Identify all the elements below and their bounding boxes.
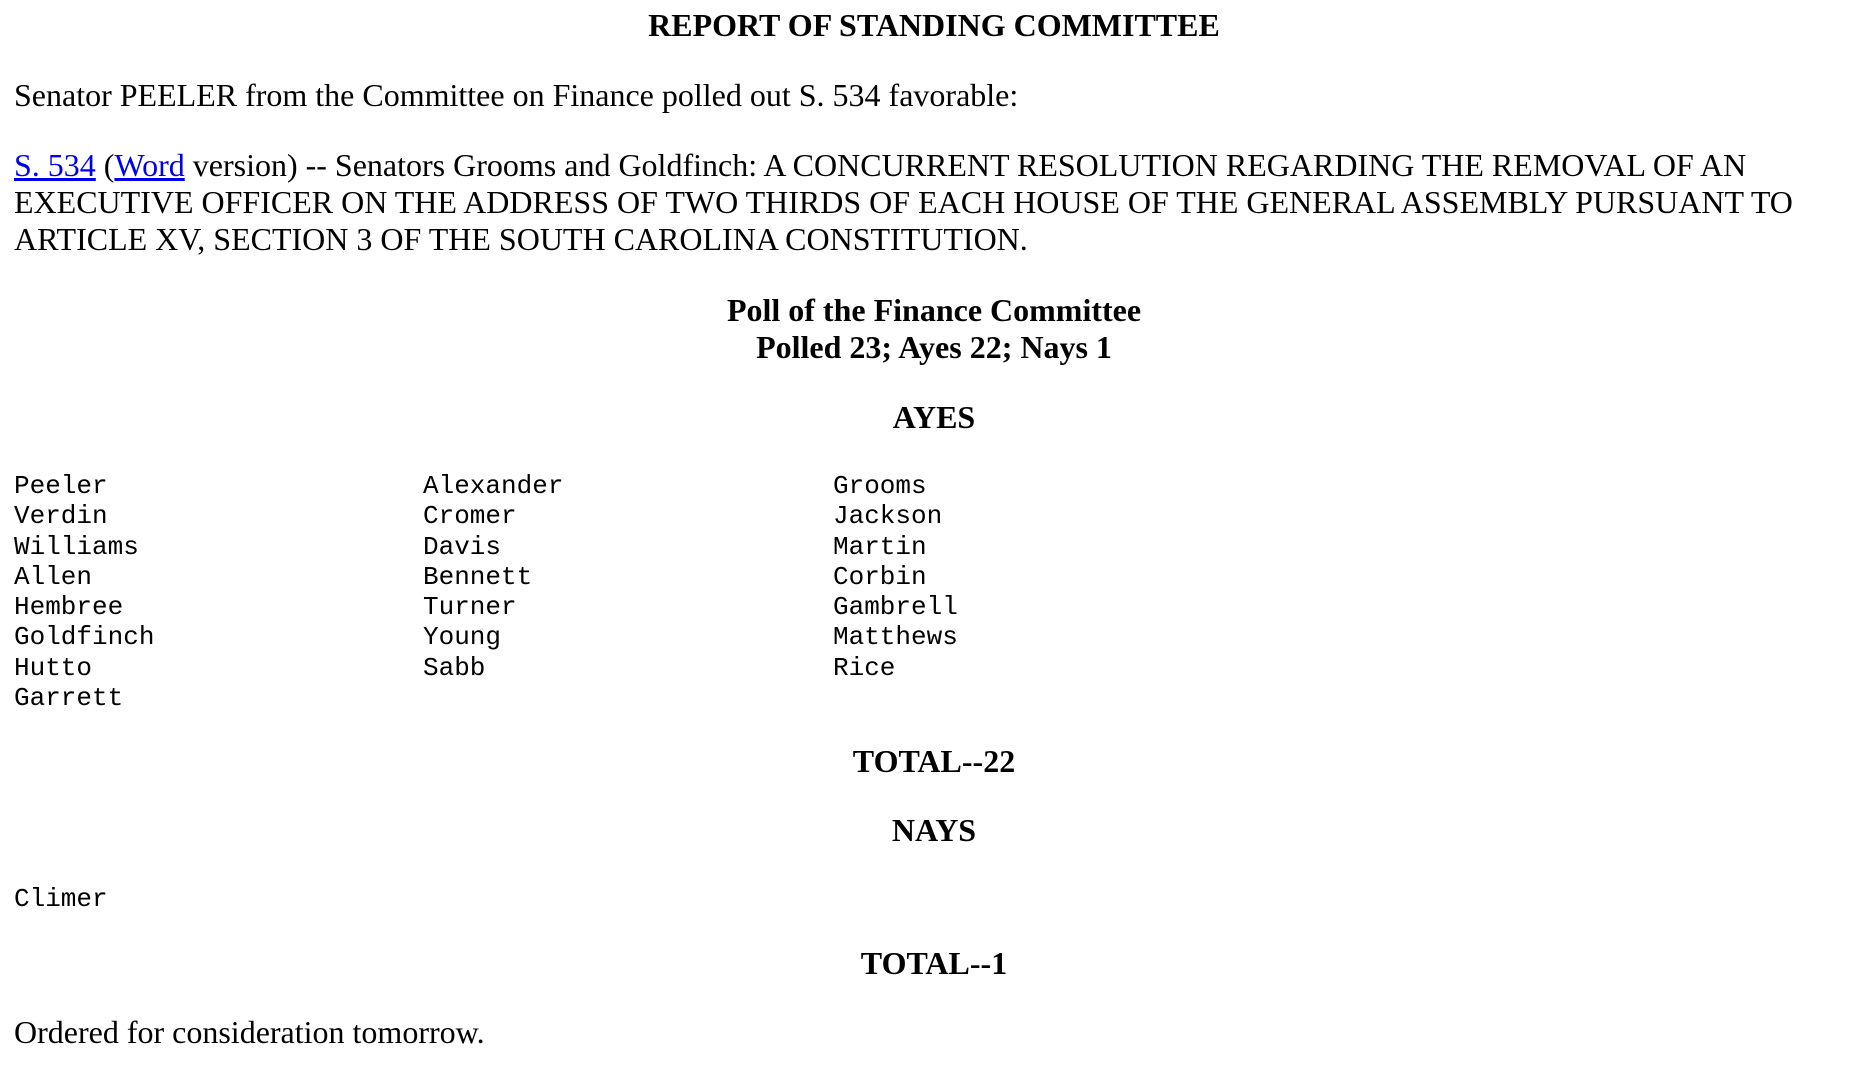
list-item: Jackson (833, 501, 943, 532)
list-item: Sabb (423, 652, 486, 683)
word-version-link[interactable]: Word (114, 147, 185, 183)
list-item: Turner (423, 592, 517, 623)
list-item: Corbin (833, 561, 927, 592)
list-item: Davis (423, 531, 502, 562)
ayes-heading: AYES (892, 399, 976, 435)
bill-link[interactable]: S. 534 (14, 147, 96, 183)
list-item: Allen (14, 561, 93, 592)
list-item: Rice (833, 652, 896, 683)
list-item: Matthews (833, 622, 958, 653)
list-item: Alexander (423, 471, 564, 501)
list-item: Climer (14, 884, 108, 914)
list-item: Cromer (423, 501, 517, 532)
list-item: Hutto (14, 652, 93, 683)
list-item: Martin (833, 531, 927, 562)
list-item: Young (423, 622, 502, 653)
nays-total: TOTAL--1 (860, 945, 1008, 981)
ayes-column-2 (423, 471, 563, 683)
bill-paragraph (14, 147, 1844, 258)
list-item: Grooms (833, 471, 927, 501)
ayes-total: TOTAL--22 (852, 743, 1016, 779)
paren-open: ( (103, 147, 115, 183)
report-title: REPORT OF STANDING COMMITTEE (648, 7, 1220, 43)
nays-heading: NAYS (891, 812, 977, 848)
list-item: Garrett (14, 683, 124, 714)
nays-list (14, 884, 108, 914)
list-item: Gambrell (833, 592, 958, 623)
list-item: Williams (14, 531, 139, 562)
ayes-column-3 (833, 471, 958, 683)
list-item: Verdin (14, 501, 108, 532)
ayes-list (14, 471, 1214, 721)
footer-text: Ordered for consideration tomorrow. (14, 1014, 485, 1050)
intro-paragraph: Senator PEELER from the Committee on Finance polled out S. 534 favorable: (14, 77, 1019, 113)
poll-summary: Polled 23; Ayes 22; Nays 1 (756, 329, 1112, 365)
ayes-column-1 (14, 471, 154, 713)
bill-description: version) -- Senators Grooms and Goldfinch: A CONCURRENT RESOLUTION REGARDING THE REMOVAL OF AN EXECUTIVE OFFICER ON THE ADDRESS OF TWO THIRDS OF EACH HOUSE OF THE GENERAL ASSEMBLY PURSUANT TO ARTICLE XV, SECTION 3 OF THE SOUTH CAROLINA CONSTITUTION. (14, 147, 1793, 257)
list-item: Goldfinch (14, 622, 155, 653)
list-item: Hembree (14, 592, 124, 623)
poll-title: Poll of the Finance Committee (726, 292, 1142, 328)
list-item: Peeler (14, 471, 108, 501)
list-item: Bennett (423, 561, 533, 592)
